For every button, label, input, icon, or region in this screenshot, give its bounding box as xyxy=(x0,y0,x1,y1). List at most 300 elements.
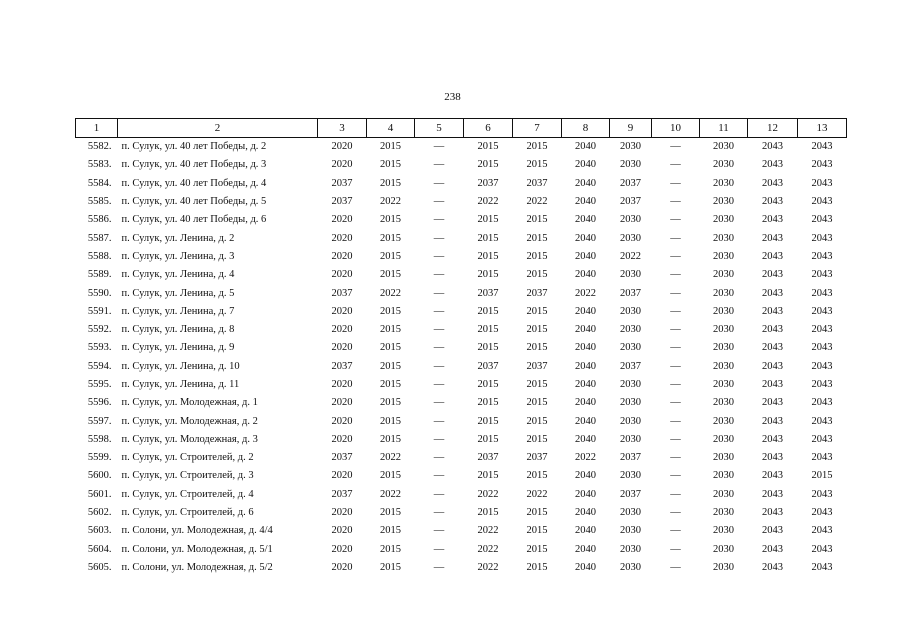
cell-col-12: 2043 xyxy=(762,305,783,317)
cell-col-6: 2022 xyxy=(477,488,499,500)
row-number: 5603. xyxy=(87,525,112,537)
address-cell: п. Сулук, ул. Ленина, д. 10 xyxy=(121,360,240,372)
address-cell: п. Солони, ул. Молодежная, д. 5/2 xyxy=(121,561,273,573)
cell-col-8: 2040 xyxy=(575,269,596,281)
cell-col-3: 2020 xyxy=(331,507,353,519)
cell-col-6: 2022 xyxy=(477,543,499,555)
cell-col-11: 2030 xyxy=(713,360,734,372)
cell-col-9: 2030 xyxy=(620,397,641,409)
cell-col-7: 2022 xyxy=(526,488,548,500)
cell-col-3: 2020 xyxy=(331,561,353,573)
cell-col-9: 2037 xyxy=(620,287,641,299)
cell-col-8: 2040 xyxy=(575,342,596,354)
cell-col-4: 2015 xyxy=(380,470,401,482)
cell-col-8: 2040 xyxy=(575,232,596,244)
cell-col-13: 2043 xyxy=(811,342,833,354)
table-row xyxy=(76,541,847,559)
empty-dash-cell: — xyxy=(433,342,445,354)
cell-col-12: 2043 xyxy=(762,525,783,537)
column-header-11: 11 xyxy=(700,119,748,138)
cell-col-7: 2015 xyxy=(526,397,548,409)
cell-col-11: 2030 xyxy=(713,269,734,281)
cell-col-6: 2015 xyxy=(477,141,499,153)
row-number: 5594. xyxy=(87,360,112,372)
empty-dash-cell: — xyxy=(670,397,681,409)
table-body xyxy=(76,138,847,578)
cell-col-13: 2043 xyxy=(811,379,833,390)
cell-col-11: 2030 xyxy=(713,561,734,573)
column-header-7: 7 xyxy=(513,119,562,138)
cell-col-9: 2037 xyxy=(620,488,641,500)
cell-col-11: 2030 xyxy=(713,232,734,244)
cell-col-12: 2043 xyxy=(762,507,783,519)
cell-col-3: 2020 xyxy=(331,397,353,409)
cell-col-6: 2015 xyxy=(477,507,499,519)
empty-dash-cell: — xyxy=(433,177,445,189)
table-row xyxy=(76,376,847,394)
cell-col-7: 2015 xyxy=(526,159,548,171)
cell-col-4: 2015 xyxy=(380,250,401,262)
empty-dash-cell: — xyxy=(670,379,681,390)
cell-col-4: 2022 xyxy=(380,488,401,500)
empty-dash-cell: — xyxy=(670,507,681,519)
row-number: 5586. xyxy=(87,214,112,226)
cell-col-8: 2040 xyxy=(575,561,596,573)
cell-col-8: 2040 xyxy=(575,324,596,336)
empty-dash-cell: — xyxy=(433,452,445,464)
cell-col-11: 2030 xyxy=(713,342,734,354)
table-row xyxy=(76,412,847,430)
cell-col-9: 2030 xyxy=(620,470,641,482)
table-row xyxy=(76,559,847,577)
cell-col-9: 2030 xyxy=(620,342,641,354)
cell-col-8: 2040 xyxy=(575,543,596,555)
cell-col-7: 2015 xyxy=(526,507,548,519)
empty-dash-cell: — xyxy=(433,433,445,445)
cell-col-13: 2043 xyxy=(811,250,833,262)
cell-col-9: 2030 xyxy=(620,433,641,445)
cell-col-8: 2040 xyxy=(575,525,596,537)
cell-col-4: 2022 xyxy=(380,196,401,208)
empty-dash-cell: — xyxy=(433,214,445,226)
cell-col-3: 2020 xyxy=(331,141,353,153)
cell-col-12: 2043 xyxy=(762,287,783,299)
cell-col-7: 2015 xyxy=(526,433,548,445)
cell-col-11: 2030 xyxy=(713,397,734,409)
row-number: 5584. xyxy=(87,177,112,189)
empty-dash-cell: — xyxy=(433,543,445,555)
empty-dash-cell: — xyxy=(670,470,681,482)
cell-col-12: 2043 xyxy=(762,159,783,171)
cell-col-4: 2015 xyxy=(380,214,401,226)
cell-col-13: 2043 xyxy=(811,196,833,208)
cell-col-12: 2043 xyxy=(762,141,783,153)
cell-col-3: 2020 xyxy=(331,250,353,262)
cell-col-13: 2043 xyxy=(811,360,833,372)
row-number: 5605. xyxy=(87,561,112,573)
address-cell: п. Сулук, ул. Ленина, д. 8 xyxy=(121,324,235,336)
cell-col-6: 2015 xyxy=(477,159,499,171)
cell-col-11: 2030 xyxy=(713,250,734,262)
cell-col-6: 2022 xyxy=(477,196,499,208)
cell-col-3: 2020 xyxy=(331,232,353,244)
column-header-13: 13 xyxy=(798,119,847,138)
cell-col-4: 2015 xyxy=(380,305,401,317)
cell-col-3: 2037 xyxy=(331,177,353,189)
cell-col-13: 2043 xyxy=(811,415,833,427)
row-number: 5597. xyxy=(87,415,112,427)
table-row xyxy=(76,467,847,485)
empty-dash-cell: — xyxy=(670,324,681,336)
cell-col-11: 2030 xyxy=(713,324,734,336)
cell-col-6: 2015 xyxy=(477,342,499,354)
cell-col-8: 2022 xyxy=(575,287,596,299)
row-number: 5595. xyxy=(87,379,112,390)
cell-col-3: 2037 xyxy=(331,452,353,464)
column-header-2: 2 xyxy=(118,119,318,138)
cell-col-13: 2015 xyxy=(811,470,833,482)
table-row xyxy=(76,193,847,211)
empty-dash-cell: — xyxy=(670,305,681,317)
cell-col-8: 2040 xyxy=(575,470,596,482)
cell-col-9: 2030 xyxy=(620,214,641,226)
cell-col-11: 2030 xyxy=(713,159,734,171)
empty-dash-cell: — xyxy=(433,488,445,500)
address-cell: п. Сулук, ул. Ленина, д. 9 xyxy=(121,342,235,354)
cell-col-13: 2043 xyxy=(811,561,833,573)
cell-col-7: 2015 xyxy=(526,342,548,354)
cell-col-6: 2015 xyxy=(477,250,499,262)
row-number: 5583. xyxy=(87,159,112,171)
empty-dash-cell: — xyxy=(670,360,681,372)
cell-col-4: 2015 xyxy=(380,324,401,336)
cell-col-12: 2043 xyxy=(762,250,783,262)
table-row xyxy=(76,303,847,321)
table-row xyxy=(76,266,847,284)
cell-col-3: 2020 xyxy=(331,415,353,427)
cell-col-11: 2030 xyxy=(713,452,734,464)
cell-col-6: 2015 xyxy=(477,397,499,409)
cell-col-13: 2043 xyxy=(811,525,833,537)
empty-dash-cell: — xyxy=(670,269,681,281)
cell-col-3: 2020 xyxy=(331,525,353,537)
empty-dash-cell: — xyxy=(433,305,445,317)
table-row xyxy=(76,211,847,229)
address-cell: п. Сулук, ул. Ленина, д. 4 xyxy=(121,269,235,281)
cell-col-6: 2037 xyxy=(477,452,499,464)
cell-col-4: 2015 xyxy=(380,379,401,390)
cell-col-4: 2022 xyxy=(380,452,401,464)
cell-col-3: 2020 xyxy=(331,379,353,390)
cell-col-12: 2043 xyxy=(762,196,783,208)
page-number: 238 xyxy=(444,91,461,103)
cell-col-4: 2022 xyxy=(380,287,401,299)
cell-col-8: 2040 xyxy=(575,415,596,427)
cell-col-13: 2043 xyxy=(811,269,833,281)
cell-col-13: 2043 xyxy=(811,397,833,409)
cell-col-8: 2040 xyxy=(575,379,596,390)
cell-col-8: 2040 xyxy=(575,360,596,372)
cell-col-12: 2043 xyxy=(762,324,783,336)
empty-dash-cell: — xyxy=(433,507,445,519)
cell-col-12: 2043 xyxy=(762,214,783,226)
empty-dash-cell: — xyxy=(670,232,681,244)
cell-col-6: 2022 xyxy=(477,525,499,537)
empty-dash-cell: — xyxy=(670,488,681,500)
cell-col-13: 2043 xyxy=(811,452,833,464)
empty-dash-cell: — xyxy=(670,452,681,464)
cell-col-7: 2037 xyxy=(526,177,548,189)
column-header-5: 5 xyxy=(415,119,464,138)
cell-col-12: 2043 xyxy=(762,360,783,372)
cell-col-3: 2020 xyxy=(331,543,353,555)
cell-col-6: 2037 xyxy=(477,287,499,299)
cell-col-8: 2040 xyxy=(575,507,596,519)
address-cell: п. Сулук, ул. 40 лет Победы, д. 2 xyxy=(121,141,267,153)
cell-col-11: 2030 xyxy=(713,543,734,555)
address-cell: п. Сулук, ул. 40 лет Победы, д. 3 xyxy=(121,159,267,171)
cell-col-6: 2015 xyxy=(477,232,499,244)
empty-dash-cell: — xyxy=(670,342,681,354)
address-cell: п. Солони, ул. Молодежная, д. 4/4 xyxy=(121,525,273,537)
cell-col-7: 2015 xyxy=(526,415,548,427)
cell-col-3: 2020 xyxy=(331,269,353,281)
address-cell: п. Сулук, ул. Ленина, д. 2 xyxy=(121,232,235,244)
cell-col-3: 2020 xyxy=(331,159,353,171)
cell-col-9: 2030 xyxy=(620,141,641,153)
cell-col-11: 2030 xyxy=(713,470,734,482)
column-header-12: 12 xyxy=(748,119,798,138)
empty-dash-cell: — xyxy=(670,196,681,208)
empty-dash-cell: — xyxy=(433,159,445,171)
address-cell: п. Сулук, ул. Строителей, д. 6 xyxy=(121,507,254,519)
address-cell: п. Сулук, ул. 40 лет Победы, д. 6 xyxy=(121,214,267,226)
address-cell: п. Сулук, ул. Ленина, д. 5 xyxy=(121,287,235,299)
cell-col-3: 2020 xyxy=(331,214,353,226)
address-cell: п. Сулук, ул. Ленина, д. 11 xyxy=(121,379,240,390)
cell-col-4: 2015 xyxy=(380,507,401,519)
cell-col-7: 2015 xyxy=(526,324,548,336)
cell-col-7: 2015 xyxy=(526,470,548,482)
address-cell: п. Сулук, ул. Молодежная, д. 2 xyxy=(121,415,258,427)
cell-col-9: 2037 xyxy=(620,452,641,464)
cell-col-6: 2022 xyxy=(477,561,499,573)
empty-dash-cell: — xyxy=(670,561,681,573)
cell-col-6: 2015 xyxy=(477,470,499,482)
cell-col-9: 2030 xyxy=(620,159,641,171)
cell-col-13: 2043 xyxy=(811,543,833,555)
row-number: 5592. xyxy=(87,324,112,336)
empty-dash-cell: — xyxy=(433,525,445,537)
empty-dash-cell: — xyxy=(670,287,681,299)
table-row xyxy=(76,449,847,467)
empty-dash-cell: — xyxy=(433,561,445,573)
cell-col-11: 2030 xyxy=(713,507,734,519)
empty-dash-cell: — xyxy=(433,196,445,208)
row-number: 5599. xyxy=(87,452,112,464)
column-header-4: 4 xyxy=(367,119,415,138)
address-cell: п. Солони, ул. Молодежная, д. 5/1 xyxy=(121,543,273,555)
cell-col-6: 2037 xyxy=(477,177,499,189)
address-cell: п. Сулук, ул. Строителей, д. 2 xyxy=(121,452,254,464)
table-row xyxy=(76,248,847,266)
empty-dash-cell: — xyxy=(670,415,681,427)
cell-col-9: 2030 xyxy=(620,232,641,244)
cell-col-13: 2043 xyxy=(811,324,833,336)
cell-col-12: 2043 xyxy=(762,452,783,464)
table-row xyxy=(76,229,847,247)
table-row xyxy=(76,175,847,193)
empty-dash-cell: — xyxy=(433,360,445,372)
cell-col-13: 2043 xyxy=(811,141,833,153)
cell-col-9: 2037 xyxy=(620,360,641,372)
table-row xyxy=(76,156,847,174)
cell-col-11: 2030 xyxy=(713,177,734,189)
cell-col-7: 2022 xyxy=(526,196,548,208)
cell-col-4: 2015 xyxy=(380,543,401,555)
row-number: 5582. xyxy=(87,141,112,153)
empty-dash-cell: — xyxy=(670,543,681,555)
cell-col-4: 2015 xyxy=(380,269,401,281)
cell-col-12: 2043 xyxy=(762,415,783,427)
cell-col-9: 2030 xyxy=(620,525,641,537)
cell-col-4: 2015 xyxy=(380,232,401,244)
cell-col-3: 2020 xyxy=(331,470,353,482)
cell-col-7: 2015 xyxy=(526,250,548,262)
table-header xyxy=(76,119,847,138)
cell-col-7: 2015 xyxy=(526,141,548,153)
cell-col-4: 2015 xyxy=(380,415,401,427)
empty-dash-cell: — xyxy=(670,159,681,171)
empty-dash-cell: — xyxy=(433,397,445,409)
table-row xyxy=(76,394,847,412)
cell-col-11: 2030 xyxy=(713,488,734,500)
cell-col-3: 2020 xyxy=(331,433,353,445)
address-cell: п. Сулук, ул. Ленина, д. 3 xyxy=(121,250,235,262)
empty-dash-cell: — xyxy=(670,214,681,226)
row-number: 5593. xyxy=(87,342,112,354)
cell-col-8: 2040 xyxy=(575,214,596,226)
cell-col-13: 2043 xyxy=(811,488,833,500)
empty-dash-cell: — xyxy=(433,379,445,390)
row-number: 5601. xyxy=(87,488,112,500)
cell-col-3: 2020 xyxy=(331,305,353,317)
cell-col-6: 2015 xyxy=(477,269,499,281)
cell-col-12: 2043 xyxy=(762,397,783,409)
empty-dash-cell: — xyxy=(670,433,681,445)
empty-dash-cell: — xyxy=(433,415,445,427)
cell-col-13: 2043 xyxy=(811,232,833,244)
cell-col-8: 2040 xyxy=(575,397,596,409)
cell-col-7: 2015 xyxy=(526,543,548,555)
empty-dash-cell: — xyxy=(433,287,445,299)
cell-col-9: 2030 xyxy=(620,415,641,427)
address-cell: п. Сулук, ул. Молодежная, д. 1 xyxy=(121,397,258,409)
cell-col-4: 2015 xyxy=(380,342,401,354)
cell-col-11: 2030 xyxy=(713,196,734,208)
empty-dash-cell: — xyxy=(433,269,445,281)
cell-col-7: 2037 xyxy=(526,287,548,299)
cell-col-7: 2015 xyxy=(526,379,548,390)
cell-col-9: 2030 xyxy=(620,269,641,281)
cell-col-11: 2030 xyxy=(713,305,734,317)
cell-col-8: 2040 xyxy=(575,433,596,445)
cell-col-13: 2043 xyxy=(811,287,833,299)
row-number: 5602. xyxy=(87,507,112,519)
cell-col-9: 2030 xyxy=(620,379,641,390)
cell-col-3: 2020 xyxy=(331,324,353,336)
table-row xyxy=(76,431,847,449)
cell-col-9: 2030 xyxy=(620,561,641,573)
row-number: 5588. xyxy=(87,250,112,262)
cell-col-11: 2030 xyxy=(713,379,734,390)
empty-dash-cell: — xyxy=(433,141,445,153)
table-row xyxy=(76,358,847,376)
cell-col-4: 2015 xyxy=(380,177,401,189)
cell-col-8: 2022 xyxy=(575,452,596,464)
cell-col-13: 2043 xyxy=(811,305,833,317)
cell-col-6: 2015 xyxy=(477,214,499,226)
cell-col-11: 2030 xyxy=(713,141,734,153)
cell-col-8: 2040 xyxy=(575,305,596,317)
cell-col-12: 2043 xyxy=(762,232,783,244)
cell-col-7: 2015 xyxy=(526,232,548,244)
empty-dash-cell: — xyxy=(670,250,681,262)
cell-col-7: 2015 xyxy=(526,561,548,573)
empty-dash-cell: — xyxy=(433,232,445,244)
cell-col-7: 2037 xyxy=(526,360,548,372)
row-number: 5590. xyxy=(87,287,112,299)
empty-dash-cell: — xyxy=(433,470,445,482)
cell-col-12: 2043 xyxy=(762,543,783,555)
cell-col-13: 2043 xyxy=(811,159,833,171)
cell-col-12: 2043 xyxy=(762,433,783,445)
cell-col-9: 2030 xyxy=(620,324,641,336)
cell-col-11: 2030 xyxy=(713,415,734,427)
row-number: 5591. xyxy=(87,305,112,317)
cell-col-4: 2015 xyxy=(380,360,401,372)
cell-col-12: 2043 xyxy=(762,269,783,281)
cell-col-11: 2030 xyxy=(713,287,734,299)
cell-col-13: 2043 xyxy=(811,507,833,519)
cell-col-6: 2015 xyxy=(477,324,499,336)
empty-dash-cell: — xyxy=(433,250,445,262)
cell-col-12: 2043 xyxy=(762,379,783,390)
column-header-8: 8 xyxy=(562,119,610,138)
table-row xyxy=(76,522,847,540)
cell-col-3: 2037 xyxy=(331,287,353,299)
cell-col-4: 2015 xyxy=(380,141,401,153)
row-number: 5589. xyxy=(87,269,112,281)
cell-col-11: 2030 xyxy=(713,214,734,226)
cell-col-3: 2037 xyxy=(331,488,353,500)
cell-col-12: 2043 xyxy=(762,488,783,500)
cell-col-6: 2015 xyxy=(477,305,499,317)
housing-register-table xyxy=(75,118,847,577)
cell-col-6: 2015 xyxy=(477,433,499,445)
cell-col-4: 2015 xyxy=(380,561,401,573)
cell-col-9: 2037 xyxy=(620,177,641,189)
address-cell: п. Сулук, ул. 40 лет Победы, д. 4 xyxy=(121,177,267,189)
cell-col-9: 2022 xyxy=(620,250,641,262)
cell-col-7: 2015 xyxy=(526,305,548,317)
cell-col-12: 2043 xyxy=(762,470,783,482)
cell-col-4: 2015 xyxy=(380,433,401,445)
cell-col-12: 2043 xyxy=(762,177,783,189)
row-number: 5585. xyxy=(87,196,112,208)
table-row xyxy=(76,486,847,504)
column-header-10: 10 xyxy=(652,119,700,138)
